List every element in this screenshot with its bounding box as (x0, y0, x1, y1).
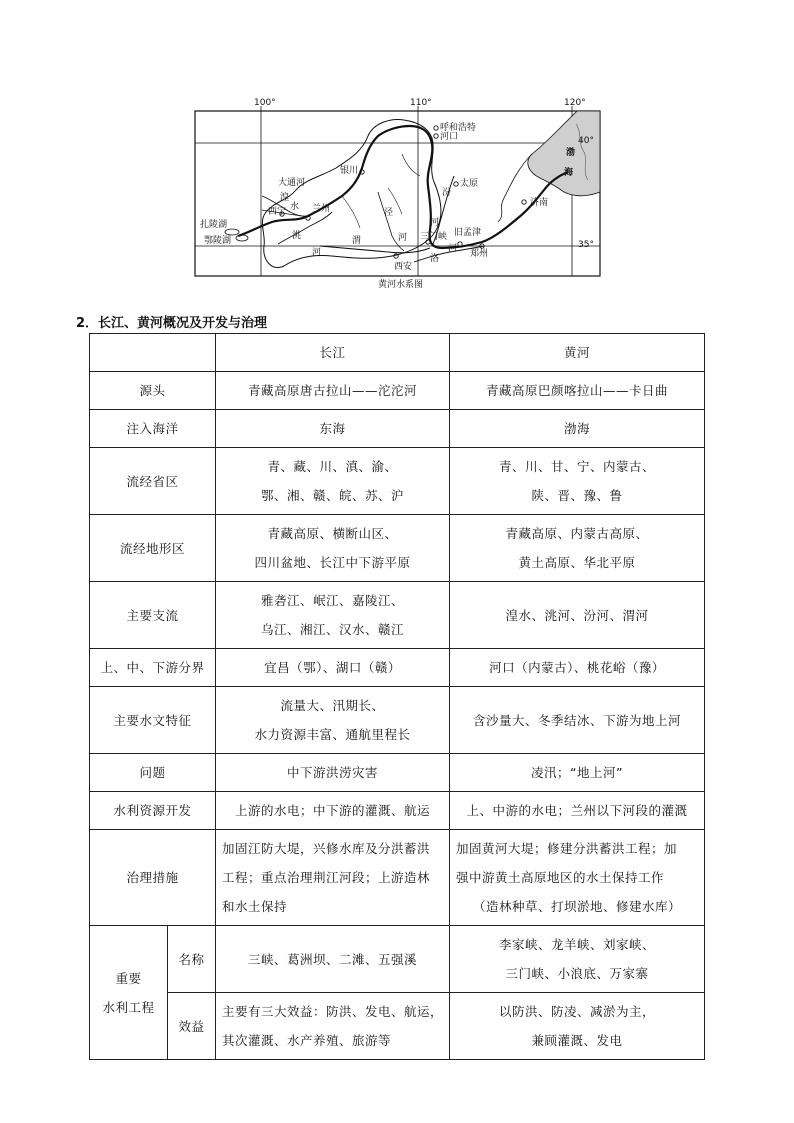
map-caption: 黄河水系图 (378, 280, 424, 290)
hh-project-benefits-line-2: 兼顾灌溉、发电 (531, 1033, 623, 1048)
hh-problems: 凌汛；“地上河” (450, 754, 705, 792)
hh-development: 上、中游的水电；兰州以下河段的灌溉 (450, 792, 705, 830)
table-row-hydro (90, 687, 705, 754)
cj-divisions: 宜昌（鄂）、湖口（赣） (216, 649, 450, 687)
he-label-2: 河 (398, 233, 408, 243)
lon-110-label: 110° (410, 98, 432, 108)
row-label-tributaries: 主要支流 (90, 582, 216, 649)
he-label-1: 河 (312, 248, 322, 258)
cj-terrain-line-2: 四川盆地、长江中下游平原 (254, 555, 411, 570)
hh-project-names-line-1: 李家峡、龙羊峡、刘家峡、 (498, 937, 655, 952)
hh-measures (450, 830, 705, 926)
eling-lake-label: 鄂陵湖 (204, 236, 232, 246)
yinchuan-label: 银川 (340, 166, 359, 176)
table-row-project-names (90, 926, 705, 993)
cj-hydro (216, 687, 450, 754)
section-title: 2．长江、黄河概况及开发与治理 (76, 316, 268, 331)
hh-project-names (450, 926, 705, 993)
table-row-development (90, 792, 705, 830)
cj-ocean: 东海 (216, 410, 450, 448)
row-label-problems: 问题 (90, 754, 216, 792)
hh-provinces (450, 448, 705, 515)
xining-label: 西宁 (268, 207, 287, 217)
cj-tributaries-line-2: 乌江、湘江、汉水、赣江 (260, 622, 404, 637)
cj-project-benefits-line-2: 其次灌溉、水产养殖、旅游等 (222, 1033, 392, 1048)
hh-project-names-line-2: 三门峡、小浪底、万家寨 (505, 966, 649, 981)
sub-label-benefits: 效益 (168, 993, 216, 1060)
hh-provinces-line-2: 陕、晋、豫、鲁 (531, 488, 623, 503)
yellow-river-map (192, 96, 604, 292)
jing-label: 泾 (384, 208, 394, 218)
hh-hydro: 含沙量大、冬季结冰、下游为地上河 (450, 687, 705, 754)
datong-river-label: 大通河 (278, 178, 306, 188)
row-label-measures: 治理措施 (90, 830, 216, 926)
cj-project-benefits-line-1: 主要有三大效益：防洪、发电、航运， (222, 1004, 444, 1019)
xian-label: 西安 (394, 262, 413, 272)
lat-40-label: 40° (578, 136, 594, 146)
cj-provinces-line-1: 青、藏、川、滇、渝、 (267, 459, 398, 474)
fen-label: 汾 (442, 188, 452, 198)
table-row-tributaries (90, 582, 705, 649)
header-huanghe: 黄河 (450, 334, 705, 372)
hekou-label: 河口 (440, 132, 459, 142)
sanmenxia-label: 三门峡 (420, 232, 448, 242)
table-row-provinces (90, 448, 705, 515)
lon-120-label: 120° (564, 98, 586, 108)
hh-terrain-line-2: 黄土高原、华北平原 (518, 555, 636, 570)
luo-label: 洛 (430, 254, 440, 264)
lanzhou-label: 兰州 (312, 204, 331, 214)
header-blank-cell (90, 334, 216, 372)
cj-development: 上游的水电；中下游的灌溉、航运 (216, 792, 450, 830)
hh-measures-line-3: （造林种草、打坝淤地、修建水库） (472, 899, 681, 914)
cj-problems: 中下游洪涝灾害 (216, 754, 450, 792)
cj-terrain (216, 515, 450, 582)
bo-label: 渤 (566, 148, 576, 158)
lat-35-label: 35° (578, 240, 594, 250)
hh-terrain-line-1: 青藏高原、内蒙古高原、 (505, 526, 649, 541)
taiyuan-label: 太原 (460, 179, 479, 189)
cj-tributaries (216, 582, 450, 649)
cj-source: 青藏高原唐古拉山——沱沱河 (216, 372, 450, 410)
cj-provinces (216, 448, 450, 515)
lon-100-label: 100° (254, 98, 276, 108)
shui-label: 水 (290, 202, 300, 212)
hh-terrain (450, 515, 705, 582)
cj-hydro-line-1: 流量大、汛期长、 (280, 698, 385, 713)
hh-source: 青藏高原巴颜喀拉山——卡日曲 (450, 372, 705, 410)
cj-measures (216, 830, 450, 926)
jiumengjin-label: 旧孟津 (454, 228, 482, 238)
row-label-provinces: 流经省区 (90, 448, 216, 515)
header-changjiang: 长江 (216, 334, 450, 372)
jinan-label: 济南 (530, 198, 549, 208)
row-label-development: 水利资源开发 (90, 792, 216, 830)
hh-project-benefits-line-1: 以防洪、防凌、减淤为主， (498, 1004, 655, 1019)
he-label-4: 河 (448, 244, 458, 254)
row-label-ocean: 注入海洋 (90, 410, 216, 448)
zhengzhou-label: 郑州 (470, 249, 489, 259)
hh-ocean: 渤海 (450, 410, 705, 448)
table-row-measures (90, 830, 705, 926)
hai-label: 海 (564, 168, 574, 178)
hh-project-benefits (450, 993, 705, 1060)
wei-label: 渭 (352, 236, 362, 246)
sub-label-names: 名称 (168, 926, 216, 993)
table-row-divisions (90, 649, 705, 687)
hh-tributaries: 湟水、洮河、汾河、渭河 (450, 582, 705, 649)
hh-provinces-line-1: 青、川、甘、宁、内蒙古、 (498, 459, 655, 474)
cj-project-names: 三峡、葛洲坝、二滩、五强溪 (216, 926, 450, 993)
row-label-projects-line-2: 水利工程 (102, 999, 155, 1015)
tao-label: 洮 (292, 231, 302, 241)
zhaling-lake-label: 扎陵湖 (200, 220, 228, 230)
comparison-table (89, 333, 705, 1060)
table-row-source (90, 372, 705, 410)
row-label-source: 源头 (90, 372, 216, 410)
cj-project-benefits (216, 993, 450, 1060)
cj-measures-line-3: 和水土保持 (222, 899, 288, 914)
table-header-row (90, 334, 705, 372)
cj-measures-line-2: 工程；重点治理荆江河段；上游造林 (222, 870, 431, 885)
table-row-terrain (90, 515, 705, 582)
cj-tributaries-line-1: 雅砻江、岷江、嘉陵江、 (260, 593, 404, 608)
huang-label: 湟 (280, 193, 290, 203)
hohhot-label: 呼和浩特 (440, 123, 477, 133)
he-label-3: 河 (430, 218, 440, 228)
row-label-divisions: 上、中、下游分界 (90, 649, 216, 687)
table-row-ocean (90, 410, 705, 448)
row-label-hydro: 主要水文特征 (90, 687, 216, 754)
cj-measures-line-1: 加固江防大堤，兴修水库及分洪蓄洪 (222, 841, 431, 856)
table-row-project-benefits (90, 993, 705, 1060)
cj-terrain-line-1: 青藏高原、横断山区、 (267, 526, 398, 541)
hh-measures-line-1: 加固黄河大堤；修建分洪蓄洪工程；加 (456, 841, 678, 856)
row-label-projects (90, 926, 168, 1060)
row-label-projects-line-1: 重要 (115, 970, 142, 986)
cj-hydro-line-2: 水力资源丰富、通航里程长 (254, 727, 411, 742)
table-row-problems (90, 754, 705, 792)
hh-divisions: 河口（内蒙古）、桃花峪（豫） (450, 649, 705, 687)
hh-measures-line-2: 强中游黄土高原地区的水土保持工作 (456, 870, 665, 885)
row-label-terrain: 流经地形区 (90, 515, 216, 582)
cj-provinces-line-2: 鄂、湘、赣、皖、苏、沪 (260, 488, 404, 503)
